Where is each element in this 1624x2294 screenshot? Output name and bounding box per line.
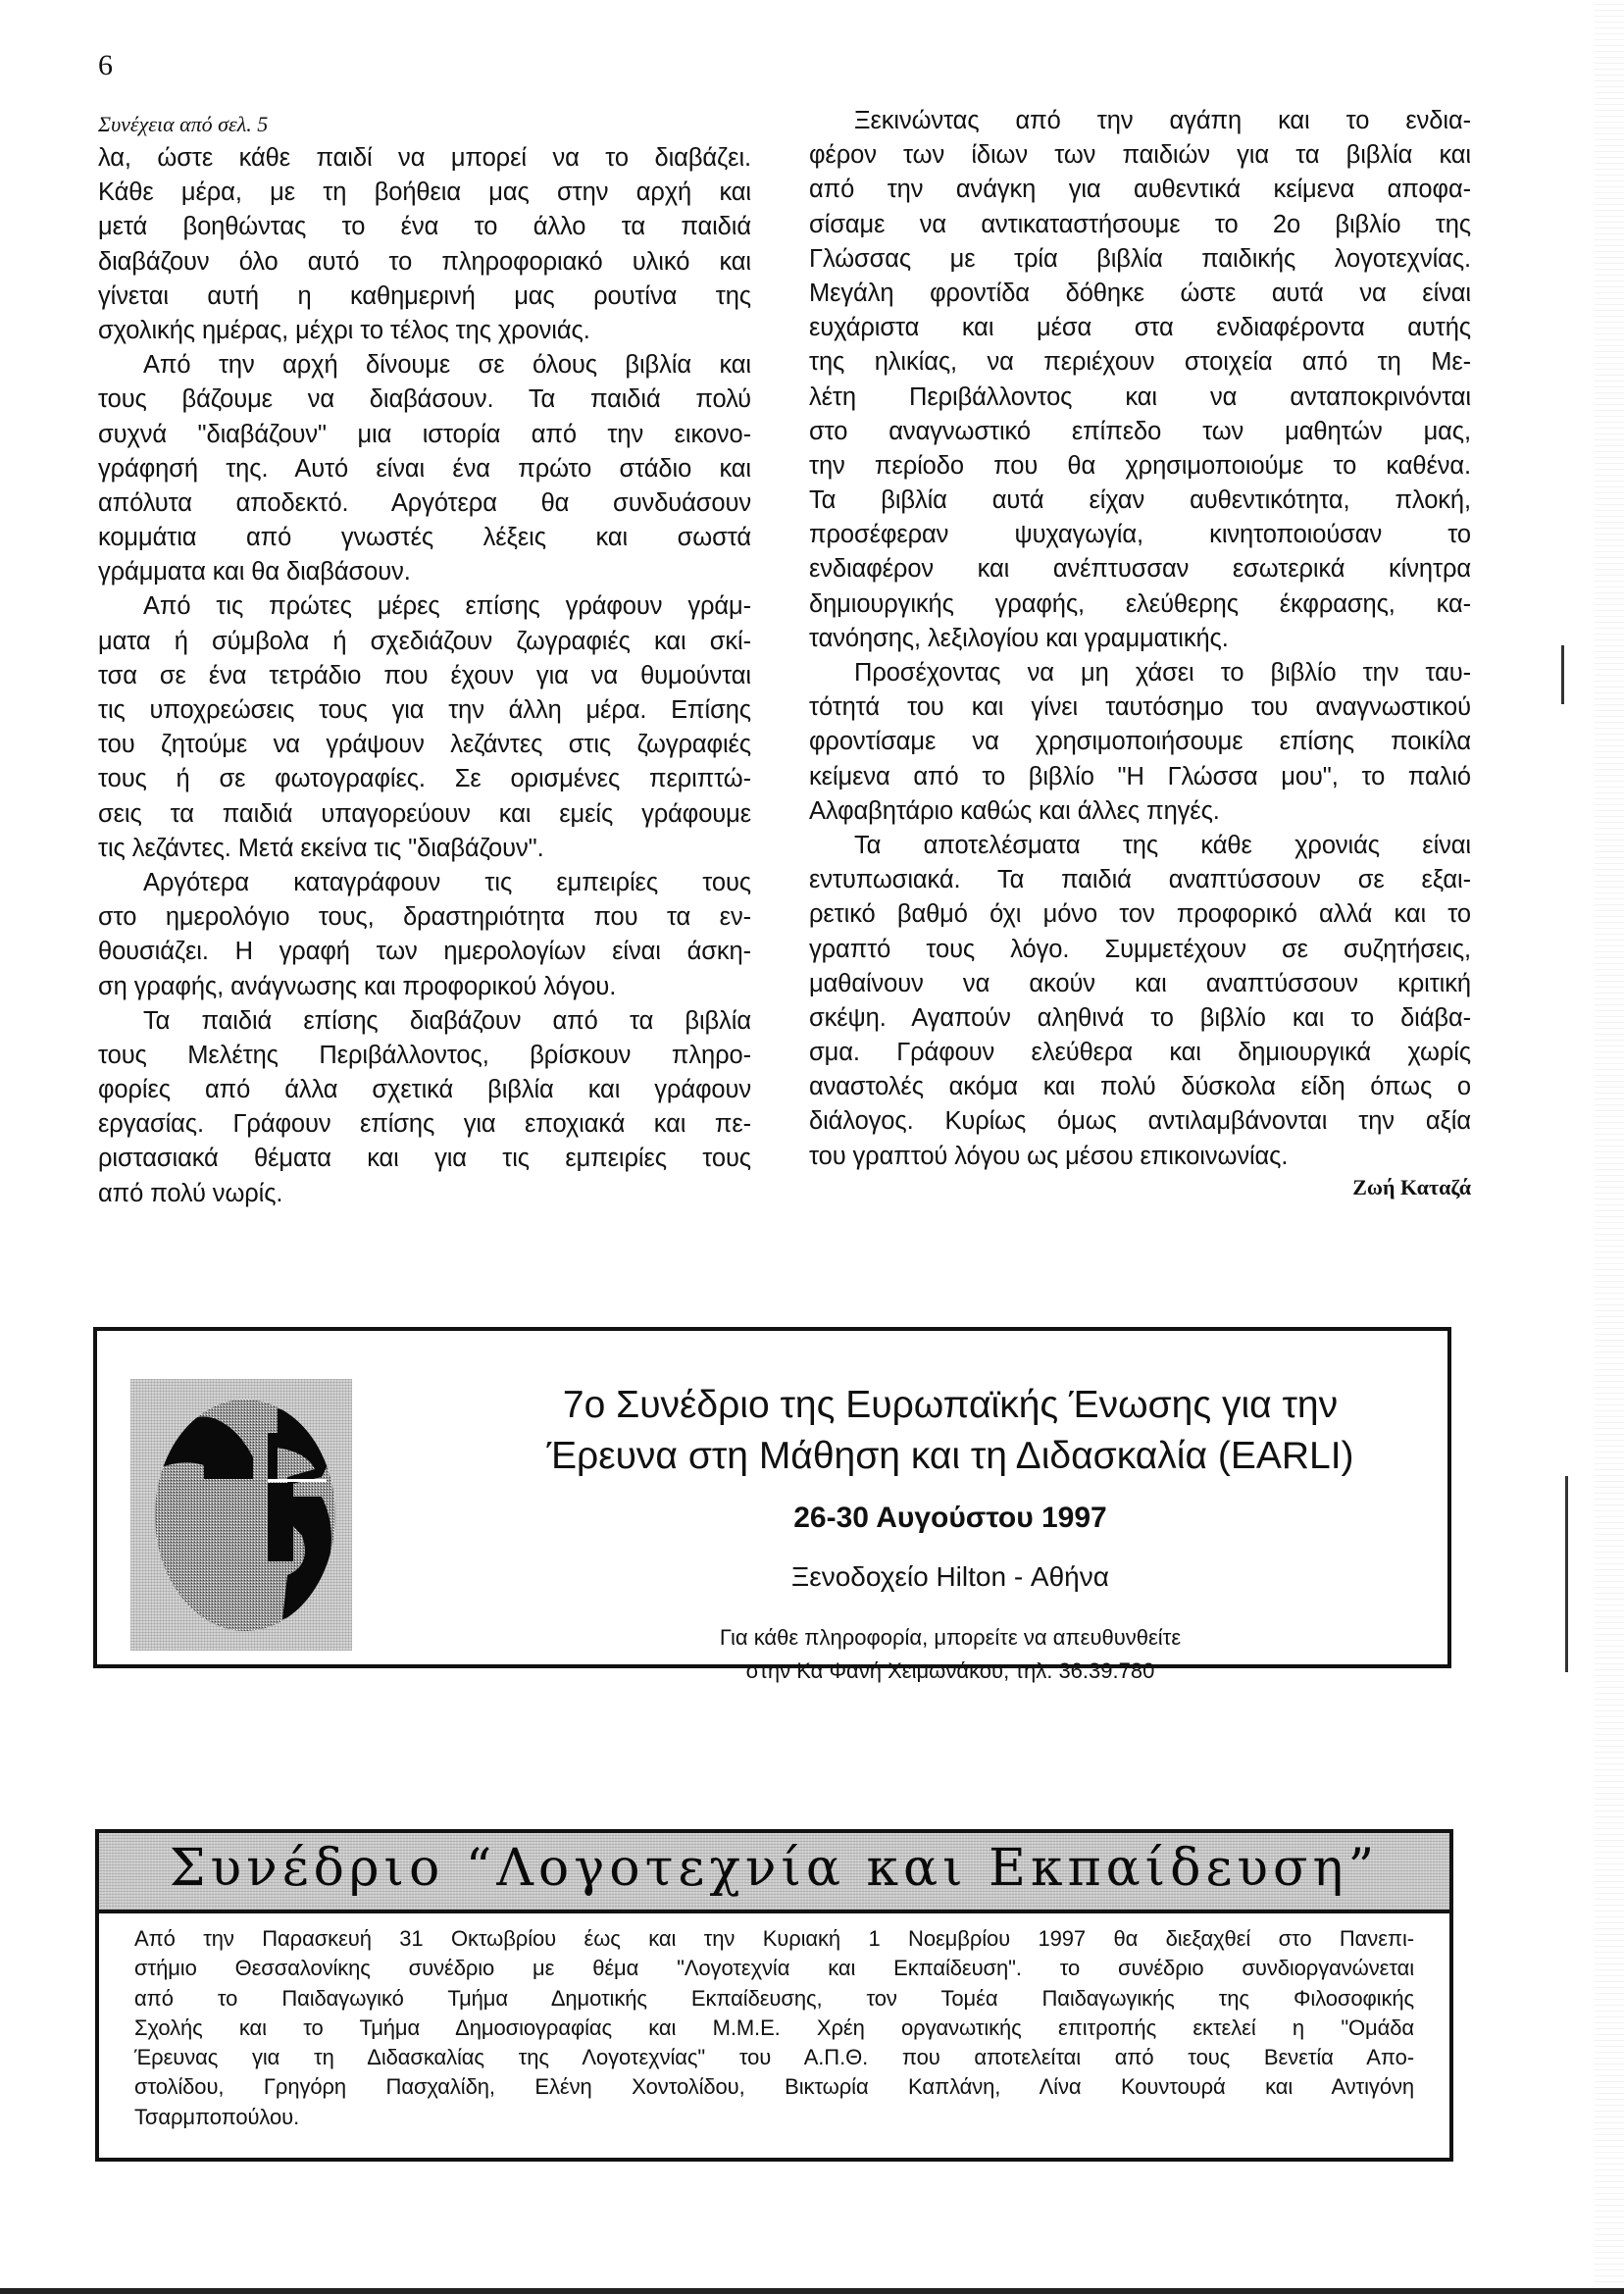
logo-stem — [268, 1483, 293, 1561]
text-line: κείμενα από το βιβλίο "Η Γλώσσα μου", το παλιό — [809, 762, 1471, 790]
scan-edge-shadow — [1595, 0, 1624, 2294]
text-line: γράφησή της. Αυτό είναι ένα πρώτο στάδιο και — [98, 454, 751, 483]
text-line: ματα ή σύμβολα ή σχεδιάζουν ζωγραφιές και σκί- — [98, 627, 751, 655]
text-line: ευχάριστα και μέσα στα ενδιαφέροντα αυτής — [809, 314, 1471, 342]
text-line: Προσέχοντας να μη χάσει το βιβλίο την ταυ- — [854, 659, 1471, 687]
text-line: Μεγάλη φροντίδα δόθηκε ώστε αυτά να είναι — [809, 279, 1471, 307]
page-number: 6 — [98, 49, 113, 81]
text-line: Αργότερα καταγράφουν τις εμπειρίες τους — [143, 868, 751, 896]
text-line: εργασίας. Γράφουν επίσης για εποχιακά και πε- — [98, 1110, 751, 1139]
text-line: σχολικής ημέρας, μέχρι το τέλος της χρονιάς. — [98, 316, 590, 344]
text-line: κομμάτια από γνωστές λέξεις και σωστά — [98, 524, 751, 552]
earli-venue: Ξενοδοχείο Hilton - Αθήνα — [791, 1561, 1109, 1592]
text-line: λα, ώστε κάθε παιδί να μπορεί να το διαβάζει. — [98, 144, 751, 172]
text-line: εντυπωσιακά. Τα παιδιά αναπτύσσουν σε εξαι- — [809, 866, 1471, 894]
left-column-text — [98, 141, 751, 1211]
scan-margin-mark — [1565, 1476, 1568, 1672]
text-line: γραπτό τους λόγο. Συμμετέχουν σε συζητήσεις, — [809, 935, 1471, 963]
text-line: γίνεται αυτή η καθημερινή μας ρουτίνα της — [98, 281, 751, 310]
text-line: συχνά "διαβάζουν" μια ιστορία από την εικονο- — [98, 420, 751, 448]
earli-title-line-1: 7ο Συνέδριο της Ευρωπαϊκής Ένωσης για την — [562, 1384, 1339, 1426]
text-line: Από την αρχή δίνουμε σε όλους βιβλία και — [143, 351, 751, 380]
text-line: αναστολές ακόμα και πολύ δύσκολα είδη όπως ο — [809, 1073, 1471, 1101]
body-line: από το Παιδαγωγικό Τμήμα Δημοτικής Εκπαίδευσης, τον Τομέα Παιδαγωγικής της Φιλοσοφικής — [134, 1985, 1414, 2011]
literature-conference-body — [134, 1924, 1414, 2132]
text-line: μετά βοηθώντας το ένα το άλλο τα παιδιά — [98, 213, 751, 241]
text-line: από πολύ νωρίς. — [98, 1179, 283, 1207]
text-line: ριστασιακά θέματα και για τις εμπειρίες τους — [98, 1145, 751, 1173]
text-line: θουσιάζει. Η γραφή των ημερολογίων είναι άσκη- — [98, 938, 751, 966]
text-line: Τα αποτελέσματα της κάθε χρονιάς είναι — [854, 831, 1471, 859]
body-line: Έρευνας για τη Διδασκαλίας της Λογοτεχνίας" του Α.Π.Θ. που αποτελείται από τους Βενετία Απο- — [134, 2045, 1414, 2070]
text-line: τους ή σε φωτογραφίες. Σε ορισμένες περιπτώ- — [98, 765, 751, 793]
literature-conference-notice — [95, 1829, 1453, 2162]
text-line: στο αναγνωστικό επίπεδο των μαθητών μας, — [809, 417, 1471, 445]
literature-conference-title: Συνέδριο “Λογοτεχνία και Εκπαίδευση” — [169, 1839, 1380, 1898]
text-line: τανόησης, λεξιλογίου και γραμματικής. — [809, 624, 1229, 652]
scan-margin-mark — [1561, 645, 1564, 704]
scan-bottom-edge — [0, 2288, 1624, 2294]
text-line: ρετικό βαθμό όχι μόνο τον προφορικό αλλά και το — [809, 900, 1471, 929]
text-line: Γλώσσας με τρία βιβλία παιδικής λογοτεχνίας. — [809, 244, 1471, 273]
article-left-column — [98, 110, 751, 1211]
text-line: ση γραφής, ανάγνωσης και προφορικού λόγου. — [98, 972, 617, 1000]
text-line: Τα βιβλία αυτά είχαν αυθεντικότητα, πλοκή, — [809, 486, 1471, 515]
text-line: Τα παιδιά επίσης διαβάζουν από τα βιβλία — [143, 1006, 751, 1035]
body-line: Από την Παρασκευή 31 Οκτωβρίου έως και την Κυριακή 1 Νοεμβρίου 1997 θα διεξαχθεί στο Πανεπι- — [134, 1926, 1414, 1951]
earli-title — [460, 1380, 1441, 1482]
earli-logo-graphic — [130, 1379, 352, 1651]
text-line: τους βάζουμε να διαβάσουν. Τα παιδιά πολύ — [98, 385, 751, 414]
text-line: στο ημερολόγιο τους, δραστηριότητα που τα εν- — [98, 903, 751, 932]
body-line: Σχολής και το Τμήμα Δημοσιογραφίας και Μ.Μ.Ε. Χρέη οργανωτικής επιτροπής εκτελεί η "Ομάδα — [134, 2014, 1414, 2040]
text-line: της ηλικίας, να περιέχουν στοιχεία από τη Με- — [809, 348, 1471, 377]
text-line: ενδιαφέρον και ανέπτυσσαν εσωτερικά κίνητρα — [809, 555, 1471, 584]
text-line: τσα σε ένα τετράδιο που έχουν για να θυμούνται — [98, 661, 751, 689]
text-line: Ξεκινώντας από την αγάπη και το ενδια- — [854, 107, 1471, 134]
text-line: φορίες από άλλα σχετικά βιβλία και γράφουν — [98, 1076, 751, 1104]
earli-contact-info — [460, 1566, 1441, 1688]
text-line: Κάθε μέρα, με τη βοήθεια μας στην αρχή και — [98, 178, 751, 207]
body-line: Τσαρμποπούλου. — [134, 2104, 300, 2129]
text-line: την περίοδο που θα χρησιμοποιούμε το καθένα. — [809, 451, 1471, 480]
continued-from-note: Συνέχεια από σελ. 5 — [98, 112, 269, 136]
body-line: στήμιο Θεσσαλονίκης συνέδριο με θέμα "Λογοτεχνία και Εκπαίδευση". το συνέδριο συνδιοργανώνεται — [134, 1956, 1414, 1981]
text-line: σμα. Γράφουν ελεύθερα και δημιουργικά χωρίς — [809, 1039, 1471, 1067]
earli-conference-notice — [93, 1327, 1451, 1683]
article-right-column — [809, 104, 1471, 1201]
text-line: λέτη Περιβάλλοντος και να ανταποκρινόνται — [809, 382, 1471, 411]
text-line: τις υποχρεώσεις τους για την άλλη μέρα. Επίσης — [98, 696, 751, 724]
text-line: του γραπτού λόγου ως μέσου επικοινωνίας. — [809, 1142, 1289, 1170]
text-line: απόλυτα αποδεκτό. Αργότερα θα συνδυάσουν — [98, 488, 751, 517]
text-line: διαβάζουν όλο αυτό το πληροφοριακό υλικό και — [98, 247, 751, 276]
text-line: σεις τα παιδιά υπαγορεύουν και εμείς γράφουμε — [98, 799, 751, 828]
text-line: γράμματα και θα διαβάσουν. — [98, 558, 411, 586]
earli-info-line-2: στην Κα Φανή Χειμωνάκου, τηλ. 36.39.780 — [745, 1658, 1155, 1683]
text-line: του ζητούμε να γράψουν λεζάντες στις ζωγραφιές — [98, 731, 751, 759]
text-line: τις λεζάντες. Μετά εκείνα τις "διαβάζουν". — [98, 834, 544, 862]
literature-conference-header — [99, 1833, 1449, 1913]
text-line: από την ανάγκη για αυθεντικά κείμενα αποφα- — [809, 176, 1471, 204]
earli-logo-icon — [130, 1379, 352, 1651]
earli-title-line-2: Έρευνα στη Μάθηση και τη Διδασκαλία (EARLI) — [546, 1435, 1354, 1477]
text-line: σίσαμε να αντικαταστήσουμε το 2ο βιβλίο της — [809, 210, 1471, 238]
text-line: προσέφεραν ψυχαγωγία, κινητοποιούσαν το — [809, 521, 1471, 549]
text-line: φέρον των ίδιων των παιδιών για τα βιβλία και — [809, 141, 1471, 170]
earli-dates: 26-30 Αυγούστου 1997 — [793, 1502, 1107, 1534]
text-line: διάλογος. Κυρίως όμως αντιλαμβάνονται την αξία — [809, 1107, 1471, 1136]
earli-info-line-1: Για κάθε πληροφορία, μπορείτε να απευθυνθείτε — [719, 1625, 1182, 1650]
text-line: Από τις πρώτες μέρες επίσης γράφουν γράμ- — [143, 592, 751, 621]
text-line: σκέψη. Αγαπούν αληθινά το βιβλίο και το διάβα- — [809, 1003, 1471, 1032]
text-line: μαθαίνουν να ακούν και αναπτύσσουν κριτική — [809, 969, 1471, 997]
text-line: δημιουργικής γραφής, ελεύθερης έκφρασης, κα- — [809, 589, 1471, 618]
article-author: Ζωή Καταζά — [1352, 1174, 1471, 1199]
text-line: φροντίσαμε να χρησιμοποιήσουμε επίσης ποικίλα — [809, 728, 1471, 756]
body-line: στολίδου, Γρηγόρη Πασχαλίδη, Ελένη Χοντολίδου, Βικτωρία Καπλάνη, Λίνα Κουντουρά και Αντιγόνη — [134, 2074, 1414, 2100]
right-column-text — [809, 104, 1471, 1174]
text-line: τους Μελέτης Περιβάλλοντος, βρίσκουν πληρο- — [98, 1041, 751, 1069]
text-line: Αλφαβητάριο καθώς και άλλες πηγές. — [809, 796, 1220, 825]
text-line: τότητά του και γίνει ταυτόσημο του αναγνωστικού — [809, 693, 1471, 722]
